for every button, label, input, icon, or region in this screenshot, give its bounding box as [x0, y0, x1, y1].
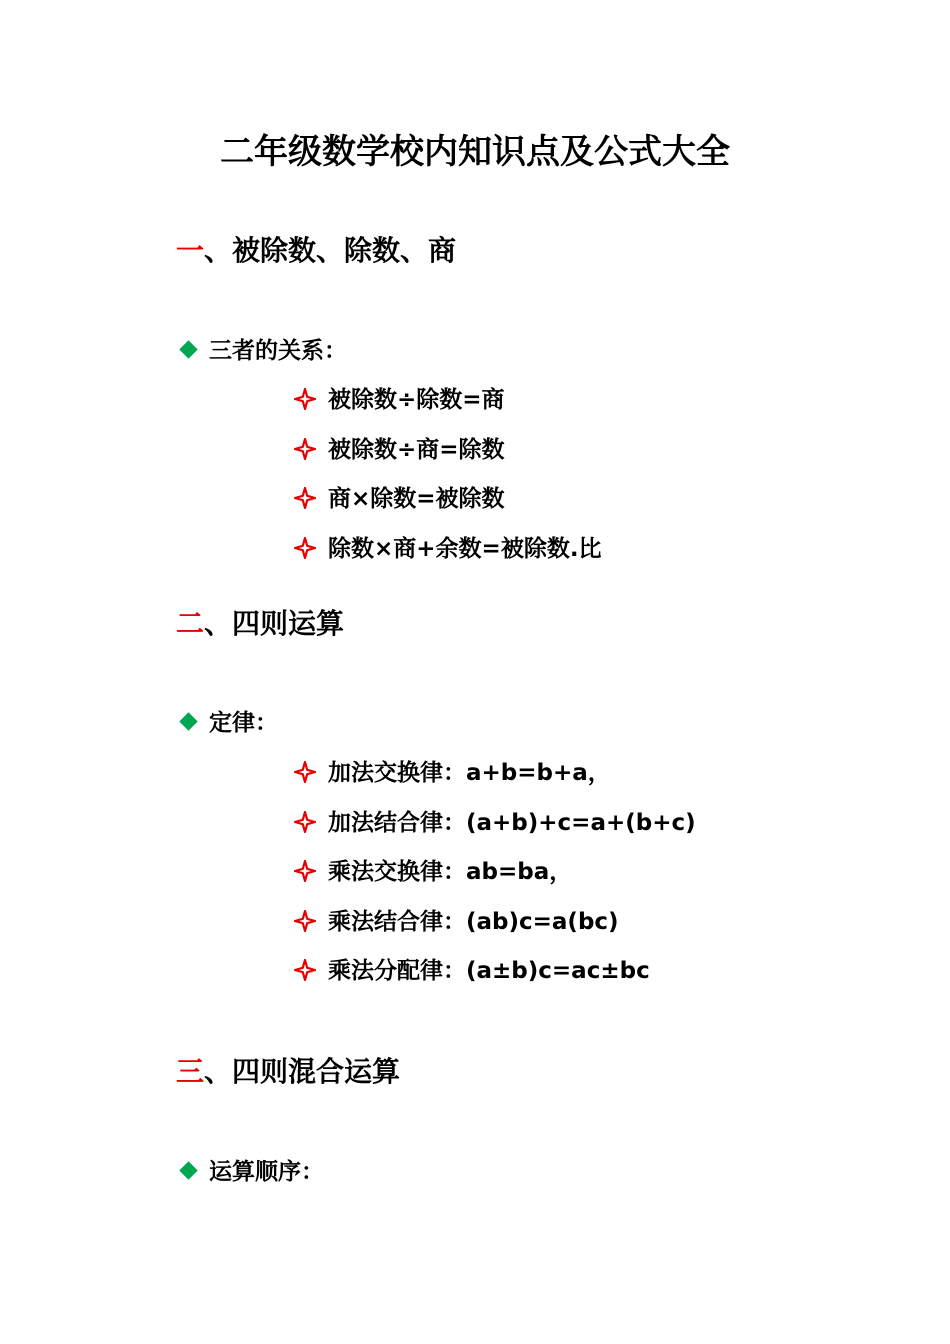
- four-point-star-icon: [294, 438, 316, 460]
- document-title: 二年级数学校内知识点及公式大全: [220, 132, 730, 172]
- four-point-star-icon: [294, 959, 316, 981]
- green-diamond-icon: [179, 340, 197, 358]
- list-item-text: 乘法交换律：ab=ba，: [328, 859, 573, 885]
- section-title: 被除数、除数、商: [232, 234, 457, 267]
- list-item-text: 加法结合律：(a+b)+c=a+(b+c): [328, 810, 696, 836]
- sub-heading-relationship: [180, 334, 347, 368]
- sub-heading-laws: [180, 706, 278, 740]
- list-item-text: 乘法分配律：(a±b)c=ac±bc: [328, 958, 650, 984]
- section-separator: 、: [204, 234, 233, 267]
- section-heading-3: [176, 1052, 400, 1092]
- four-point-star-icon: [294, 388, 316, 410]
- sub-heading-label: 定律：: [209, 710, 278, 736]
- list-item: [294, 905, 619, 939]
- sub-heading-order: [180, 1155, 324, 1189]
- green-diamond-icon: [179, 1161, 197, 1179]
- list-item: [294, 433, 505, 467]
- list-item-text: 加法交换律：a+b=b+a，: [328, 760, 611, 786]
- section-title: 四则运算: [232, 607, 345, 640]
- four-point-star-icon: [294, 910, 316, 932]
- four-point-star-icon: [294, 761, 316, 783]
- list-item: [294, 482, 505, 516]
- section-separator: 、: [204, 607, 233, 640]
- list-item-text: 被除数÷除数=商: [328, 387, 505, 413]
- list-item-text: 乘法结合律：(ab)c=a(bc): [328, 909, 619, 935]
- four-point-star-icon: [294, 860, 316, 882]
- section-separator: 、: [204, 1055, 233, 1088]
- list-item: [294, 383, 505, 417]
- section-heading-1: [176, 231, 456, 271]
- list-item-text: 除数×商+余数=被除数.比: [328, 536, 602, 562]
- section-number: 二: [176, 607, 205, 640]
- sub-heading-label: 三者的关系：: [209, 338, 347, 364]
- section-number: 三: [176, 1055, 205, 1088]
- list-item-text: 商×除数=被除数: [328, 486, 505, 512]
- section-number: 一: [176, 234, 205, 267]
- list-item: [294, 756, 611, 790]
- list-item-text: 被除数÷商=除数: [328, 437, 505, 463]
- section-heading-2: [176, 604, 344, 644]
- list-item: [294, 806, 696, 840]
- list-item: [294, 954, 650, 988]
- four-point-star-icon: [294, 537, 316, 559]
- four-point-star-icon: [294, 487, 316, 509]
- sub-heading-label: 运算顺序：: [209, 1159, 324, 1185]
- list-item: [294, 532, 602, 566]
- list-item: [294, 855, 572, 889]
- section-title: 四则混合运算: [232, 1055, 401, 1088]
- four-point-star-icon: [294, 811, 316, 833]
- green-diamond-icon: [179, 712, 197, 730]
